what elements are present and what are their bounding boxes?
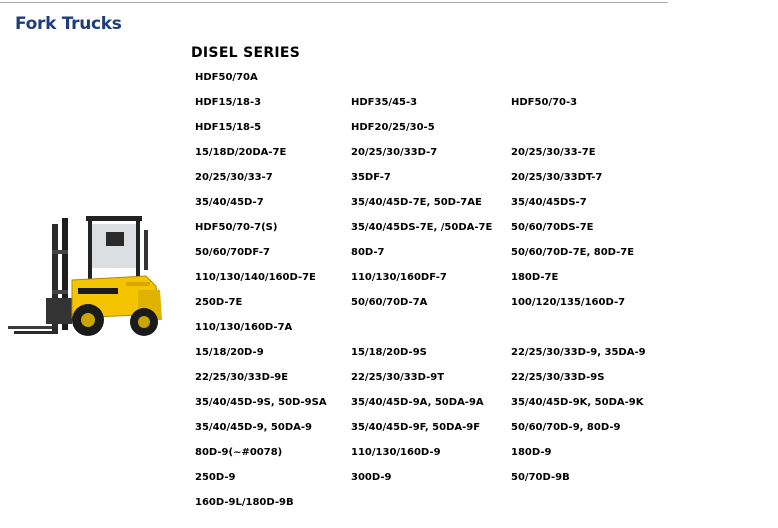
model-row — [195, 422, 735, 436]
model-link[interactable]: HDF50/70A — [195, 72, 258, 83]
series-title: DISEL SERIES — [191, 45, 301, 61]
model-link[interactable]: 22/25/30/33D-9S — [511, 372, 605, 383]
model-link[interactable]: HDF15/18-3 — [195, 97, 262, 108]
model-link[interactable]: 35/40/45DS-7E, /50DA-7E — [351, 222, 493, 233]
model-link[interactable]: 35/40/45DS-7 — [511, 197, 587, 208]
model-link[interactable]: 35/40/45D-9K, 50DA-9K — [511, 397, 644, 408]
model-link[interactable]: 15/18/20D-9S — [351, 347, 427, 358]
model-link[interactable]: 22/25/30/33D-9E — [195, 372, 289, 383]
model-link[interactable]: 80D-7 — [351, 247, 385, 258]
model-link[interactable]: 110/130/160D-7A — [195, 322, 293, 333]
model-link[interactable]: 50/60/70DF-7 — [195, 247, 270, 258]
model-row — [195, 122, 735, 136]
model-row — [195, 97, 735, 111]
model-link[interactable]: 20/25/30/33-7E — [511, 147, 596, 158]
model-row — [195, 72, 735, 86]
model-row — [195, 197, 735, 211]
model-link[interactable]: 35/40/45D-9, 50DA-9 — [195, 422, 312, 433]
model-link[interactable]: 15/18/20D-9 — [195, 347, 264, 358]
model-row — [195, 247, 735, 261]
model-row — [195, 472, 735, 486]
model-link[interactable]: 15/18D/20DA-7E — [195, 147, 287, 158]
model-link[interactable]: HDF20/25/30-5 — [351, 122, 435, 133]
model-link[interactable]: 50/60/70D-9, 80D-9 — [511, 422, 621, 433]
model-link[interactable]: 35DF-7 — [351, 172, 391, 183]
model-link[interactable]: 50/70D-9B — [511, 472, 570, 483]
model-link[interactable]: 20/25/30/33-7 — [195, 172, 273, 183]
model-link[interactable]: 50/60/70D-7E, 80D-7E — [511, 247, 635, 258]
model-row — [195, 297, 735, 311]
model-link[interactable]: 110/130/140/160D-7E — [195, 272, 316, 283]
model-row — [195, 497, 735, 511]
model-link[interactable]: 35/40/45D-9S, 50D-9SA — [195, 397, 327, 408]
model-row — [195, 322, 735, 336]
model-link[interactable]: 100/120/135/160D-7 — [511, 297, 626, 308]
model-link[interactable]: 160D-9L/180D-9B — [195, 497, 294, 508]
forklift-image — [6, 210, 164, 340]
model-link[interactable]: 22/25/30/33D-9T — [351, 372, 445, 383]
model-link[interactable]: 180D-9 — [511, 447, 552, 458]
model-link[interactable]: 50/60/70DS-7E — [511, 222, 594, 233]
model-row — [195, 347, 735, 361]
model-link[interactable]: 35/40/45D-9F, 50DA-9F — [351, 422, 481, 433]
model-link[interactable]: 35/40/45D-7 — [195, 197, 264, 208]
model-link[interactable]: HDF35/45-3 — [351, 97, 418, 108]
model-link[interactable]: HDF50/70-3 — [511, 97, 578, 108]
model-link[interactable]: 250D-9 — [195, 472, 236, 483]
model-row — [195, 372, 735, 386]
top-divider — [0, 2, 668, 3]
model-link[interactable]: 180D-7E — [511, 272, 559, 283]
model-link[interactable]: 35/40/45D-7E, 50D-7AE — [351, 197, 482, 208]
model-row — [195, 222, 735, 236]
model-row — [195, 272, 735, 286]
model-link[interactable]: HDF15/18-5 — [195, 122, 262, 133]
model-link[interactable]: HDF50/70-7(S) — [195, 222, 278, 233]
model-link[interactable]: 50/60/70D-7A — [351, 297, 428, 308]
page-title: Fork Trucks — [15, 14, 122, 34]
model-row — [195, 447, 735, 461]
model-link[interactable]: 250D-7E — [195, 297, 243, 308]
model-link[interactable]: 80D-9(~#0078) — [195, 447, 283, 458]
model-link[interactable]: 110/130/160DF-7 — [351, 272, 447, 283]
model-row — [195, 147, 735, 161]
model-link[interactable]: 35/40/45D-9A, 50DA-9A — [351, 397, 484, 408]
model-link[interactable]: 110/130/160D-9 — [351, 447, 441, 458]
model-row — [195, 172, 735, 186]
model-link[interactable]: 20/25/30/33D-7 — [351, 147, 438, 158]
model-link[interactable]: 300D-9 — [351, 472, 392, 483]
model-row — [195, 397, 735, 411]
model-link[interactable]: 22/25/30/33D-9, 35DA-9 — [511, 347, 646, 358]
model-link[interactable]: 20/25/30/33DT-7 — [511, 172, 603, 183]
